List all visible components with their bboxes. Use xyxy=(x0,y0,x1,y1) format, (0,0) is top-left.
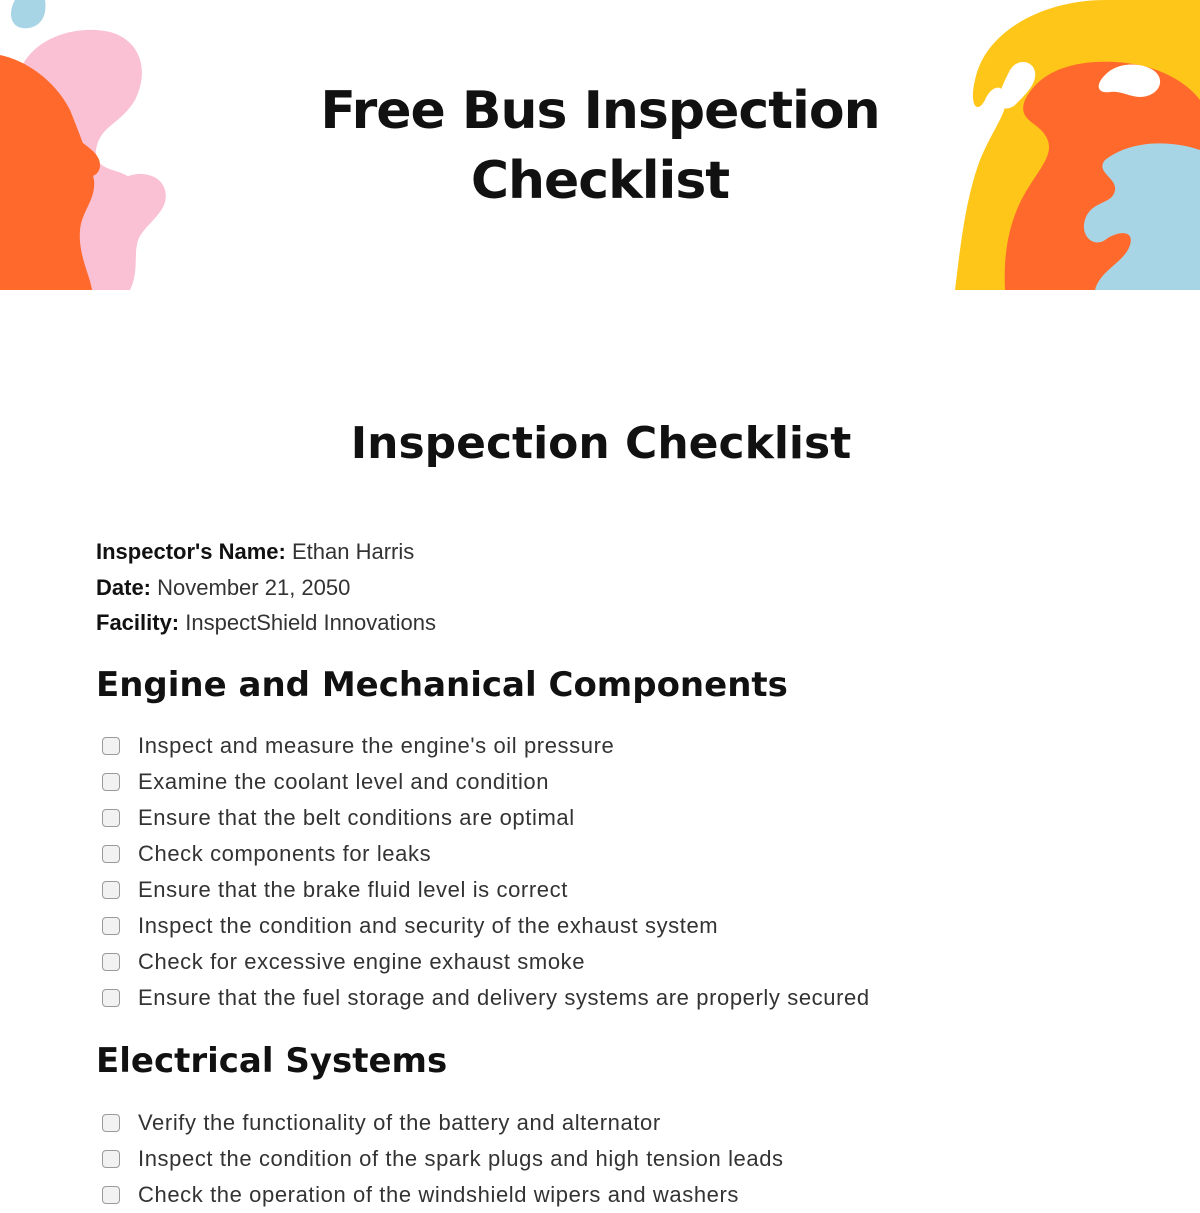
checklist-item-label: Verify the functionality of the battery and alternator xyxy=(138,1110,661,1135)
checklist-item[interactable] xyxy=(96,980,870,1016)
checklist-item-label: Inspect and measure the engine's oil pressure xyxy=(138,733,615,758)
checklist-item[interactable] xyxy=(96,1105,784,1141)
checklist-item-label: Inspect the condition and security of the exhaust system xyxy=(138,913,719,938)
date-value: November 21, 2050 xyxy=(157,574,351,600)
inspector-value: Ethan Harris xyxy=(291,539,415,564)
decorative-blobs-left xyxy=(0,0,200,290)
banner-title xyxy=(250,76,950,216)
checklist-electrical xyxy=(96,1105,784,1213)
checkbox[interactable] xyxy=(102,917,120,935)
date-row xyxy=(96,570,436,606)
checkbox[interactable] xyxy=(102,1186,120,1204)
checkbox[interactable] xyxy=(102,1150,120,1168)
checkbox[interactable] xyxy=(102,881,120,899)
facility-label: Facility: xyxy=(96,610,180,635)
checklist-item[interactable] xyxy=(96,1177,784,1213)
checklist-item-label: Examine the coolant level and condition xyxy=(138,769,550,794)
banner-title-line-2: Checklist xyxy=(470,151,730,211)
checklist-item[interactable] xyxy=(96,872,870,908)
checkbox[interactable] xyxy=(102,845,120,863)
header-banner xyxy=(0,0,1200,290)
checklist-item-label: Check for excessive engine exhaust smoke xyxy=(138,949,586,974)
section-title-electrical: Electrical Systems xyxy=(96,1041,448,1081)
checklist-item[interactable] xyxy=(96,764,870,800)
checkbox[interactable] xyxy=(102,989,120,1007)
checkbox[interactable] xyxy=(102,737,120,755)
facility-value: InspectShield Innovations xyxy=(185,610,436,635)
checklist-item[interactable] xyxy=(96,800,870,836)
banner-title-line-1: Free Bus Inspection xyxy=(320,81,880,141)
checklist-item-label: Ensure that the belt conditions are optimal xyxy=(138,805,575,830)
checklist-item[interactable] xyxy=(96,908,870,944)
checkbox[interactable] xyxy=(102,1114,120,1132)
inspector-row xyxy=(96,534,436,570)
checklist-item-label: Ensure that the brake fluid level is correct xyxy=(138,877,568,902)
checklist-item[interactable] xyxy=(96,836,870,872)
date-label: Date: xyxy=(96,574,152,600)
checklist-item[interactable] xyxy=(96,1141,784,1177)
checkbox[interactable] xyxy=(102,953,120,971)
checkbox[interactable] xyxy=(102,773,120,791)
checklist-item[interactable] xyxy=(96,728,870,764)
inspection-meta xyxy=(96,534,436,641)
section-title-engine: Engine and Mechanical Components xyxy=(96,665,788,705)
checklist-item-label: Ensure that the fuel storage and delivery systems are properly secured xyxy=(138,985,870,1010)
checklist-item-label: Check the operation of the windshield wipers and washers xyxy=(138,1182,740,1207)
checklist-item-label: Check components for leaks xyxy=(138,841,432,866)
checkbox[interactable] xyxy=(102,809,120,827)
checklist-item-label: Inspect the condition of the spark plugs and high tension leads xyxy=(138,1146,784,1171)
decorative-blobs-right xyxy=(955,0,1200,290)
facility-row xyxy=(96,605,436,641)
inspector-label: Inspector's Name: xyxy=(96,539,286,564)
checklist-engine xyxy=(96,728,870,1016)
document-title: Inspection Checklist xyxy=(350,418,852,469)
checklist-item[interactable] xyxy=(96,944,870,980)
